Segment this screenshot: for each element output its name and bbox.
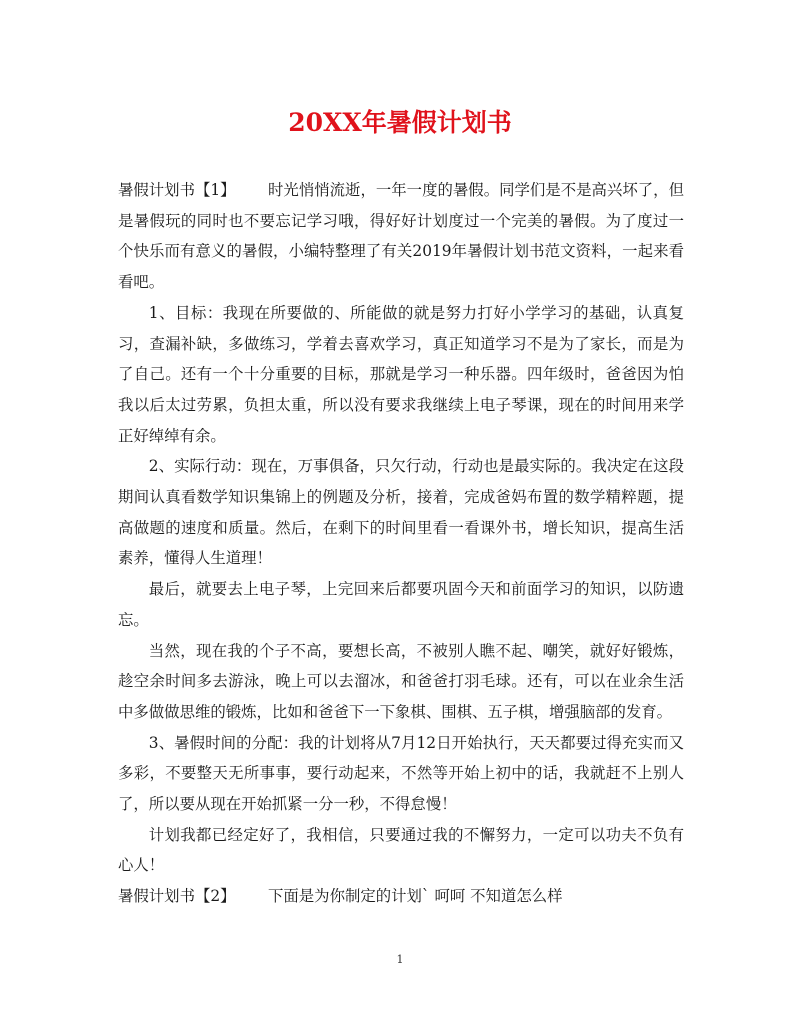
section-1-paragraph: [118, 175, 684, 298]
document-body: [118, 175, 684, 912]
conclusion-paragraph: 计划我都已经定好了，我相信，只要通过我的不懈努力，一定可以功夫不负有心人！: [118, 825, 684, 875]
goal-paragraph: 1、目标：我现在所要做的、所能做的就是努力打好小学学习的基础，认真复习，查漏补缺，多做练习，学着去喜欢学习，真正知道学习不是为了家长，而是为了自己。还有一个十分重要的目标，那就是学习一种乐器。四年级时，爸爸因为怕我以后太过劳累，负担太重，所以没有要求我继续上电子琴课，现在的时间用来学正好绰绰有余。: [118, 303, 684, 445]
section-1-label: 暑假计划书【1】: [118, 181, 236, 199]
section-2-intro: 下面是为你制定的计划` 呵呵 不知道怎么样: [268, 887, 563, 906]
page-number: 1: [396, 953, 404, 966]
section-2-label: 暑假计划书【2】: [118, 887, 236, 906]
document-title: 20XX年暑假计划书: [288, 108, 512, 137]
section-1-intro: 时光悄悄流逝，一年一度的暑假。同学们是不是高兴坏了，但是暑假玩的同时也不要忘记学习哦，得好好计划度过一个完美的暑假。为了度过一个快乐而有意义的暑假，小编特整理了有关2019年暑假计划书范文资料，一起来看看吧。: [118, 181, 684, 292]
section-2-paragraph: [118, 881, 684, 912]
schedule-paragraph: 3、暑假时间的分配：我的计划将从7月12日开始执行，天天都要过得充实而又多彩，不要整天无所事事，要行动起来，不然等开始上初中的话，我就赶不上别人了，所以要从现在开始抓紧一分一秒，不得怠慢！: [118, 733, 684, 814]
action-paragraph: 2、实际行动：现在，万事俱备，只欠行动，行动也是最实际的。我决定在这段期间认真看数学知识集锦上的例题及分析，接着，完成爸妈布置的数学精粹题，提高做题的速度和质量。然后，在剩下的时间里看一看课外书，增长知识，提高生活素养，懂得人生道理！: [118, 457, 684, 568]
piano-paragraph: 最后，就要去上电子琴，上完回来后都要巩固今天和前面学习的知识，以防遗忘。: [118, 580, 684, 629]
exercise-paragraph: 当然，现在我的个子不高，要想长高，不被别人瞧不起、嘲笑，就好好锻炼，趁空余时间多去游泳，晚上可以去溜冰，和爸爸打羽毛球。还有，可以在业余生活中多做做思维的锻炼，比如和爸爸下一下象棋、围棋、五子棋，增强脑部的发育。: [118, 641, 684, 721]
